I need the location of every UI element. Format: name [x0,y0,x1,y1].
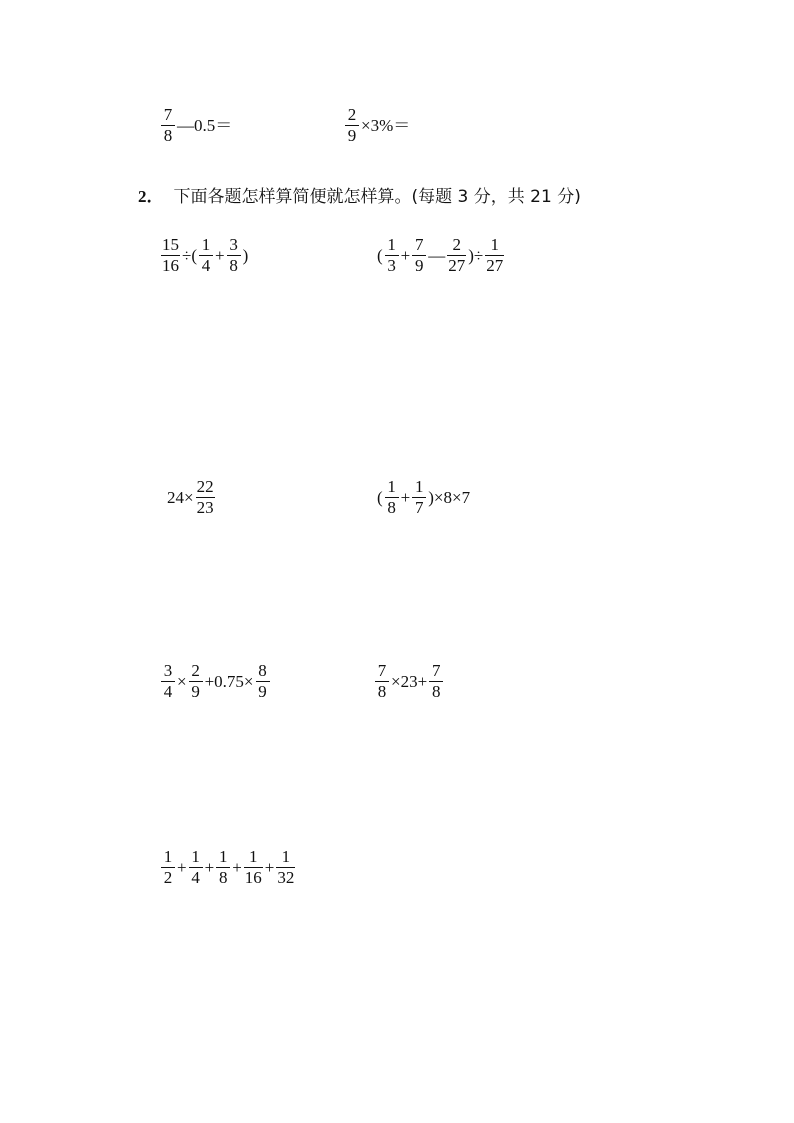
operator-text: ( [377,487,383,507]
fraction [447,236,466,275]
fraction-numerator: 2 [347,105,357,124]
fraction-denominator: 27 [486,256,504,275]
fraction-numerator: 3 [163,661,173,680]
operator-text: )×8×7 [428,487,471,507]
fraction-denominator: 8 [385,497,399,517]
operator-text: + [204,857,215,877]
operator-text: ×3%＝ [361,115,411,135]
problem-6 [374,662,444,701]
operator-text: + [264,857,275,877]
fraction-numerator: 7 [163,105,173,124]
operator-text: + [232,857,242,877]
fraction-denominator: 8 [227,255,241,275]
section-instructions: 下面各题怎样算简便就怎样算。(每题 3 分，共 21 分) [173,187,581,207]
expression-top-left [160,106,233,145]
fraction-numerator: 22 [196,477,214,496]
problem-3 [166,478,216,517]
problem-5 [160,662,271,701]
operator-text: )÷ [468,245,484,265]
fraction-numerator: 2 [191,661,200,680]
fraction [196,478,215,517]
fraction-denominator: 9 [345,125,359,145]
fraction-denominator: 8 [161,125,175,145]
operator-text: ( [377,245,383,265]
fraction-denominator: 16 [244,868,262,887]
fraction [189,848,203,887]
fraction [485,236,504,275]
fraction [189,662,203,701]
fraction-numerator: 1 [387,477,396,496]
fraction-denominator: 9 [256,681,270,701]
fraction [256,662,270,701]
operator-text: × [177,671,187,691]
fraction-denominator: 3 [385,255,399,275]
fraction-numerator: 7 [377,661,387,680]
operator-text: + [177,857,187,877]
section-heading [138,182,581,207]
fraction-denominator: 7 [412,497,426,517]
fraction [161,662,175,701]
operator-text: 24× [167,487,194,507]
problem-4 [376,478,471,517]
fraction-denominator: 4 [199,255,213,275]
fraction [199,236,213,275]
fraction [161,236,180,275]
fraction-denominator: 23 [196,498,214,517]
operator-text: —0.5＝ [177,115,233,135]
fraction [345,106,359,145]
fraction-denominator: 2 [161,867,175,887]
fraction [385,478,399,517]
operator-text: — [428,245,446,265]
problem-1 [160,236,249,275]
fraction-numerator: 1 [218,847,228,866]
operator-text: + [400,245,411,265]
fraction-numerator: 1 [201,235,211,254]
fraction [385,236,399,275]
fraction-denominator: 9 [412,255,426,275]
operator-text: +0.75× [204,671,254,691]
fraction [161,848,175,887]
operator-text: + [215,245,225,265]
fraction-numerator: 1 [415,477,424,496]
fraction-denominator: 8 [429,681,443,701]
fraction-numerator: 1 [249,847,258,866]
fraction-denominator: 8 [216,867,230,887]
fraction-numerator: 15 [162,235,179,254]
fraction-numerator: 1 [490,235,500,254]
operator-text: ×23+ [391,671,428,691]
operator-text: ) [242,245,249,265]
problem-7 [160,848,296,887]
fraction [161,106,175,145]
fraction-denominator: 9 [189,681,203,701]
operator-text: + [400,487,411,507]
fraction-numerator: 7 [415,235,424,254]
fraction-numerator: 1 [281,847,291,866]
fraction-denominator: 4 [161,681,175,701]
fraction [412,478,426,517]
fraction [244,848,263,887]
fraction-numerator: 1 [163,847,173,866]
fraction-denominator: 4 [189,867,203,887]
fraction [216,848,230,887]
section-number: 2． [138,187,164,206]
fraction-denominator: 27 [448,256,466,275]
fraction [276,848,295,887]
fraction-numerator: 8 [258,661,267,680]
operator-text: ÷( [182,245,197,265]
fraction-denominator: 32 [277,868,295,887]
fraction [375,662,389,701]
fraction [412,236,426,275]
fraction [227,236,241,275]
fraction-numerator: 1 [191,847,200,866]
problem-2 [376,236,505,275]
fraction [429,662,443,701]
fraction-numerator: 7 [431,661,441,680]
fraction-denominator: 8 [375,681,389,701]
fraction-denominator: 16 [162,256,179,275]
expression-top-right [344,106,411,145]
fraction-numerator: 2 [452,235,462,254]
fraction-numerator: 1 [387,235,396,254]
fraction-numerator: 3 [229,235,238,254]
